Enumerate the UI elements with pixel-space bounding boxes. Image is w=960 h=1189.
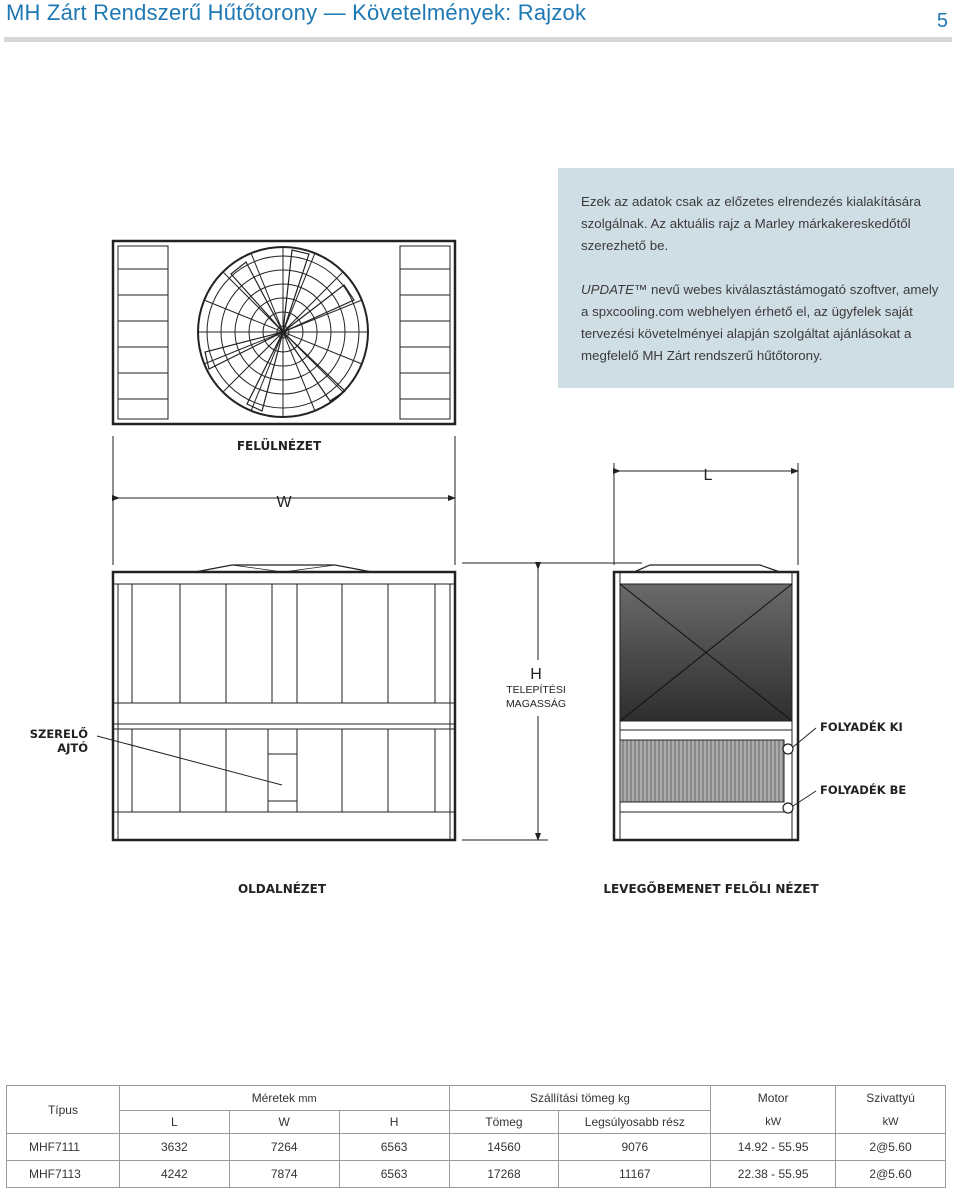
header-shipping-weight-unit: kg [618,1093,630,1105]
install-height-label-1: TELEPÍTÉSI [506,684,566,696]
note-paragraph-1: Ezek az adatok csak az előzetes elrendezés kialakítására szolgálnak. Az aktuális rajz a Marley márkakereskedőtől szerezhető be. [581,194,921,253]
page-number: 5 [936,10,948,32]
header-dimensions-label: Méretek [251,1091,296,1105]
fluid-in-label: FOLYADÉK BE [820,783,907,797]
fluid-out-label: FOLYADÉK KI [820,720,903,734]
cell-heaviest: 9076 [559,1134,711,1161]
side-view-drawing [97,565,455,840]
header-dimensions-unit: mm [298,1093,317,1105]
access-door-label-1: SZERELŐ [29,727,88,741]
update-software-name: UPDATE™ [581,282,648,297]
cell-mass: 14560 [449,1134,559,1161]
note-paragraph-2-text: nevű webes kiválasztástámogató szoftver, amely a spxcooling.com webhelyen érhető el, az ügyfelek saját tervezési követelményei alapján szolgáltat ajánlásokat a megfelelő MH Zárt rendszerű hűtőtorony. [581,282,939,363]
cell-w: 7874 [229,1161,339,1188]
dimension-w-label: W [276,494,292,511]
cell-motor: 14.92 - 55.95 [711,1134,836,1161]
access-door-label-2: AJTÓ [57,741,88,755]
header-shipping-weight-label: Szállítási tömeg [530,1091,615,1105]
subheader-w: W [229,1111,339,1134]
table-row [7,1161,946,1188]
subheader-l: L [119,1111,229,1134]
dimension-h-label: H [530,666,542,683]
header-motor: Motor [711,1086,836,1111]
subheader-pump-unit: kW [836,1111,946,1134]
cell-heaviest: 11167 [559,1161,711,1188]
subheader-mass: Tömeg [449,1111,559,1134]
subheader-motor-unit: kW [711,1111,836,1134]
cell-l: 3632 [119,1134,229,1161]
dimension-l-label: L [703,467,713,484]
header-shipping-weight [449,1086,711,1111]
subheader-heaviest-part: Legsúlyosabb rész [559,1111,711,1134]
cell-w: 7264 [229,1134,339,1161]
cell-l: 4242 [119,1161,229,1188]
top-view-label: FELÜLNÉZET [236,439,322,453]
subheader-h: H [339,1111,449,1134]
header-pump: Szivattyú [836,1086,946,1111]
air-inlet-view-drawing [614,565,816,840]
fan-guard [198,247,368,417]
top-view-drawing [113,241,455,424]
cell-model: MHF7111 [7,1134,120,1161]
cell-pump: 2@5.60 [836,1161,946,1188]
page-title: MH Zárt Rendszerű Hűtőtorony — Követelmények: Rajzok [6,0,587,25]
cell-motor: 22.38 - 55.95 [711,1161,836,1188]
cell-mass: 17268 [449,1161,559,1188]
cell-model: MHF7113 [7,1161,120,1188]
air-inlet-view-label: LEVEGŐBEMENET FELŐLI NÉZET [603,882,819,896]
cell-h: 6563 [339,1134,449,1161]
header-dimensions [119,1086,449,1111]
header-type: Típus [7,1086,120,1134]
cell-h: 6563 [339,1161,449,1188]
install-height-label-2: MAGASSÁG [505,698,567,710]
cell-pump: 2@5.60 [836,1134,946,1161]
specification-table [6,1085,946,1188]
table-row [7,1134,946,1161]
side-view-label: OLDALNÉZET [237,882,327,896]
